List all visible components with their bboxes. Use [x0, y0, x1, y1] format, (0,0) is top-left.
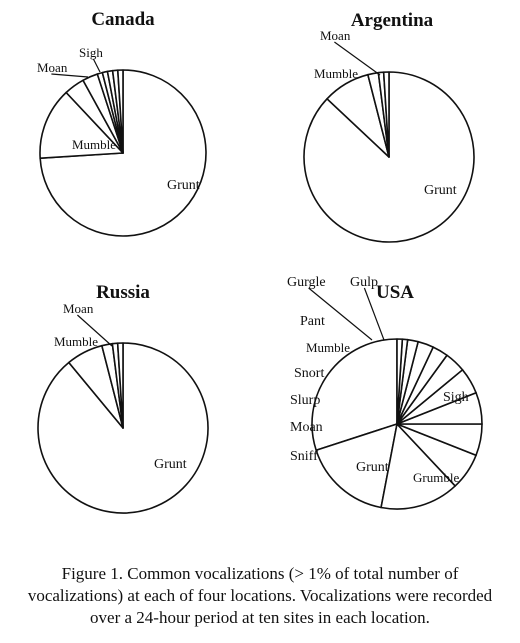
- slice-label-mumble: Mumble: [306, 340, 351, 355]
- slice-label-grumble: Grumble: [413, 470, 460, 485]
- slice-label-pant: Pant: [300, 314, 325, 329]
- figure-caption: [0, 563, 520, 629]
- slice-label-moan: Moan: [290, 420, 323, 435]
- slice-label-grunt: Grunt: [356, 460, 389, 475]
- caption-line-1: Figure 1. Common vocalizations (> 1% of total number of: [61, 564, 459, 583]
- slice-label-grunt: Grunt: [154, 457, 187, 472]
- chart-title: Argentina: [350, 10, 434, 31]
- slice-label-mumble: Mumble: [54, 334, 99, 349]
- pie-chart-usa: [287, 275, 482, 509]
- slice-label-sigh: Sigh: [79, 45, 103, 60]
- slice-label-gurgle: Gurgle: [287, 275, 326, 290]
- caption-line-3: over a 24-hour period at ten sites in each location.: [90, 608, 430, 627]
- pie-chart-canada: [37, 9, 206, 236]
- slice-label-sigh: Sigh: [443, 390, 469, 405]
- slice-label-snort: Snort: [294, 366, 325, 381]
- chart-title: Canada: [91, 9, 155, 30]
- slice-label-moan: Moan: [63, 301, 94, 316]
- chart-title: USA: [376, 282, 415, 303]
- slice-label-grunt: Grunt: [424, 183, 457, 198]
- slice-label-mumble: Mumble: [72, 137, 117, 152]
- pie-chart-russia: [38, 282, 208, 513]
- pie-chart-argentina: [304, 10, 474, 242]
- caption-line-2: vocalizations) at each of four locations. Vocalizations were recorded: [27, 586, 493, 605]
- slice-label-grunt: Grunt: [167, 178, 200, 193]
- slice-label-slurp: Slurp: [290, 393, 321, 408]
- chart-title: Russia: [96, 282, 150, 303]
- slice-label-gulp: Gulp: [350, 275, 378, 290]
- slice-label-moan: Moan: [37, 60, 68, 75]
- leader-line-sigh: [93, 59, 100, 72]
- slice-label-mumble: Mumble: [314, 66, 359, 81]
- slice-label-sniff: Sniff: [290, 449, 318, 464]
- slice-label-moan: Moan: [320, 28, 351, 43]
